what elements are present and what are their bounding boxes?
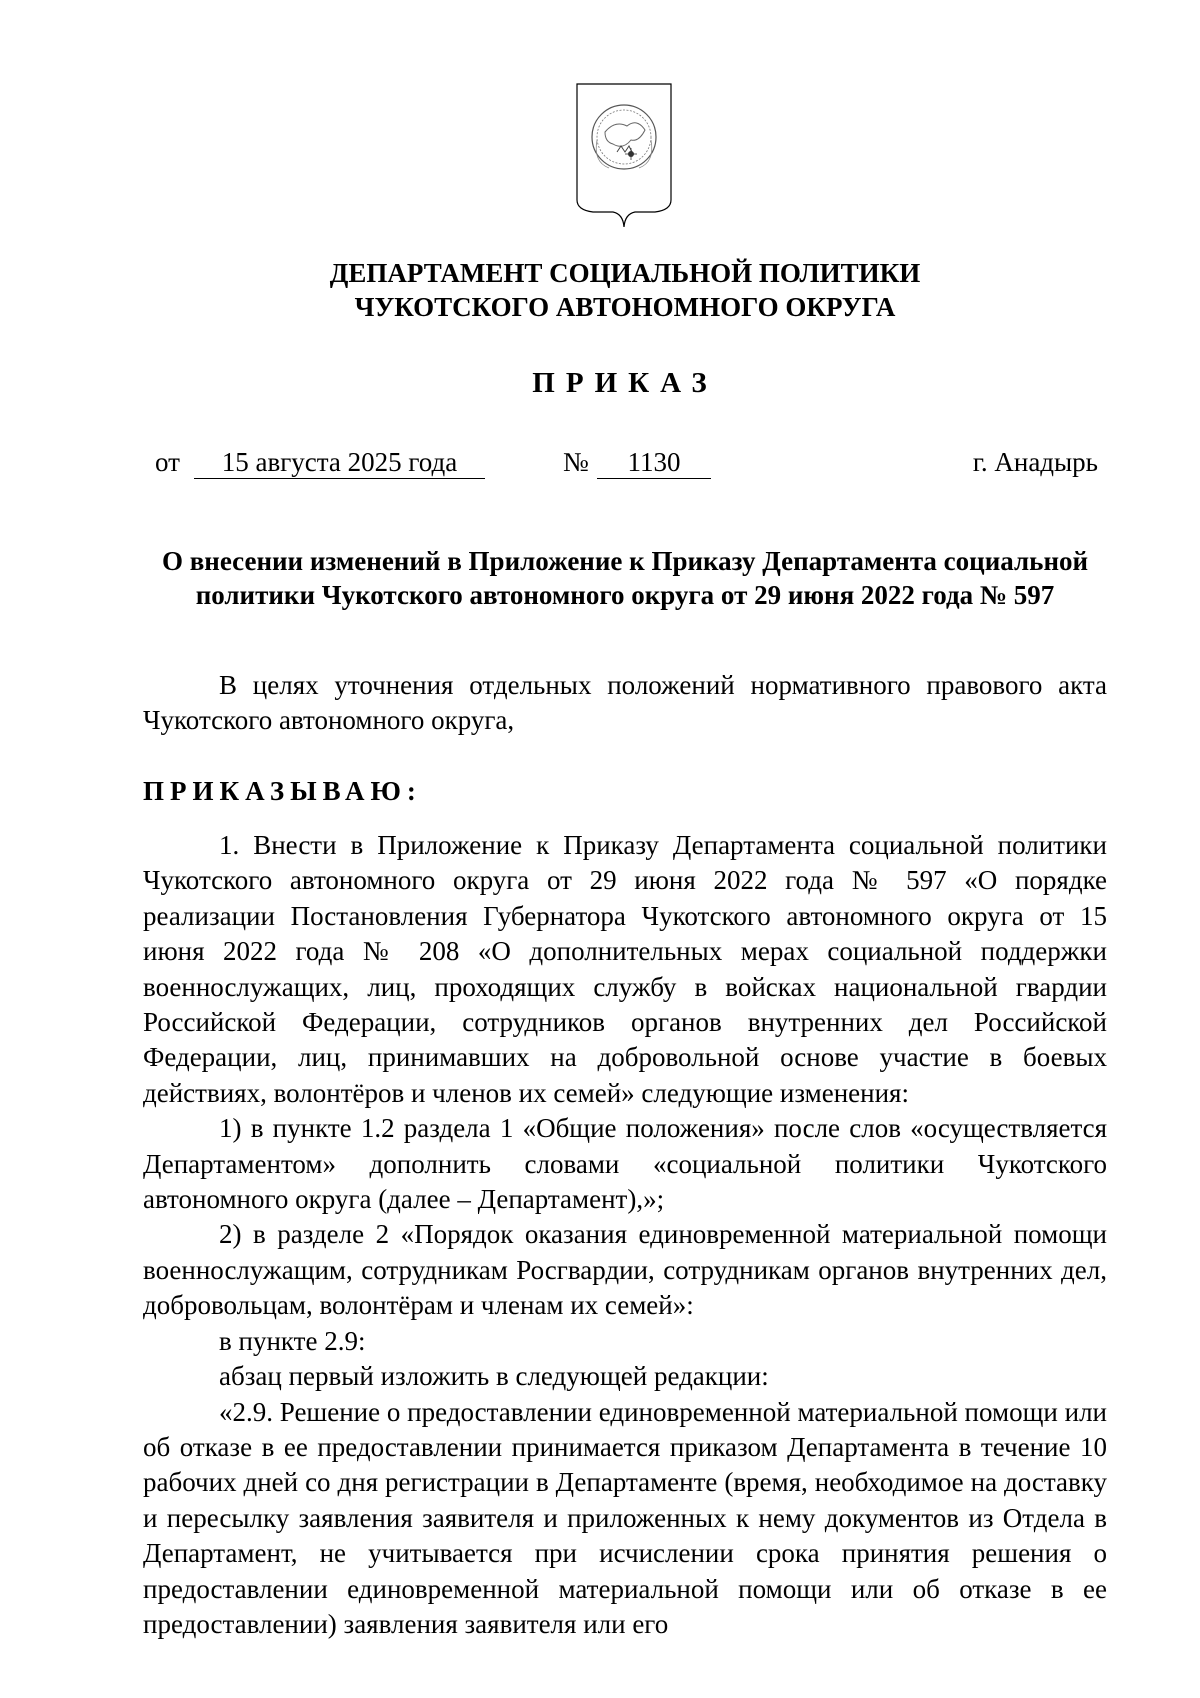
document-subject — [145, 544, 1105, 612]
organization-name-line-2: ЧУКОТСКОГО АВТОНОМНОГО ОКРУГА — [354, 292, 896, 322]
coat-of-arms-icon — [575, 82, 673, 234]
date-prefix-label: от — [155, 447, 180, 477]
preamble-section — [143, 668, 1107, 739]
body-paragraph: 1. Внести в Приложение к Приказу Департамента социальной политики Чукотского автономного округа от 29 июня 2022 года № 597 «О порядке реализации Постановления Губернатора Чукотского автономного округа от 15 июня 2022 года № 208 «О дополнительных мерах социальной поддержки военнослужащих, лиц, проходящих службу в войсках национальной гвардии Российской Федерации, сотрудников органов внутренних дел Российской Федерации, лиц, принимавших на добровольной основе участие в боевых действиях, волонтёров и членов их семей» следующие изменения: — [143, 830, 1107, 1108]
document-city: г. Анадырь — [972, 447, 1098, 477]
preamble-paragraph: В целях уточнения отдельных положений нормативного правового акта Чукотского автономного округа, — [143, 670, 1107, 736]
body-paragraph: 1) в пункте 1.2 раздела 1 «Общие положения» после слов «осуществляется Департаментом» дополнить словами «социальной политики Чукотского автономного округа (далее – Департамент),»; — [143, 1113, 1107, 1215]
document-type-title: ПРИКАЗ — [532, 367, 718, 399]
body-paragraph: абзац первый изложить в следующей редакции: — [219, 1361, 769, 1392]
body-paragraph: в пункте 2.9: — [219, 1325, 366, 1356]
coat-of-arms-emblem — [575, 82, 673, 234]
order-body — [143, 828, 1107, 1642]
body-paragraph: 2) в разделе 2 «Порядок оказания единовременной материальной помощи военнослужащим, сотрудникам Росгвардии, сотрудникам органов внутренних дел, добровольцам, волонтёрам и членам их семей»: — [143, 1219, 1107, 1321]
body-paragraph: «2.9. Решение о предоставлении единовременной материальной помощи или об отказе в ее предоставлении принимается приказом Департамента в течение 10 рабочих дней со дня регистрации в Департаменте (время, необходимое на доставку и пересылку заявления заявителя и приложенных к нему документов из Отдела в Департамент, не учитывается при исчислении срока принятия решения о предоставлении единовременной материальной помощи или об отказе в ее предоставлении) заявления заявителя или его — [143, 1396, 1107, 1639]
ordering-word: ПРИКАЗЫВАЮ: — [143, 776, 422, 806]
document-meta-row — [0, 445, 1200, 481]
subject-line-1: О внесении изменений в Приложение к Приказу Департамента социальной — [161, 546, 1089, 576]
subject-line-2: политики Чукотского автономного округа от 29 июня 2022 года № 597 — [195, 580, 1055, 610]
organization-name-line-1: ДЕПАРТАМЕНТ СОЦИАЛЬНОЙ ПОЛИТИКИ — [329, 258, 921, 288]
document-date: 15 августа 2025 года — [194, 445, 485, 479]
number-sign-label: № — [563, 447, 589, 477]
document-number: 1130 — [597, 445, 711, 479]
